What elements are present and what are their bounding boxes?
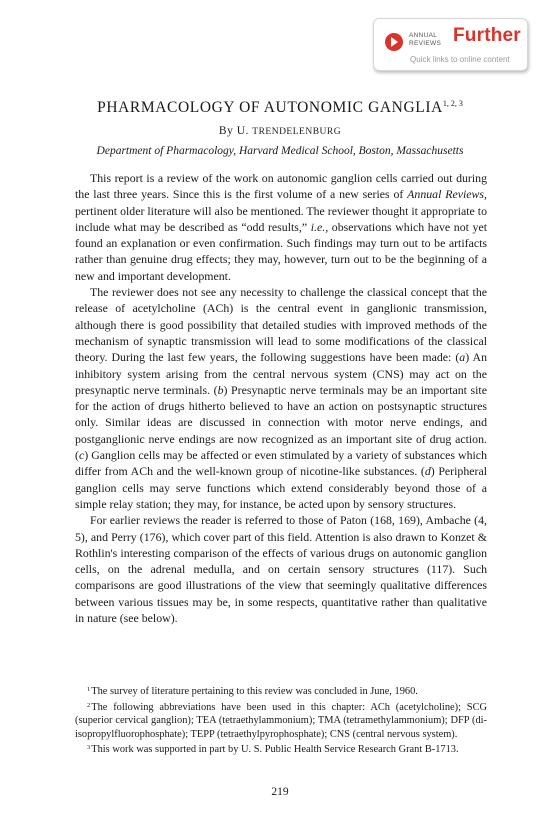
footnote-1-text: The survey of literature pertaining to this review was concluded in June, 1960. [91, 686, 418, 697]
p2-text-g: ) Ganglion cells may be affected or even stimulated by a variety of substances which differ from ACh and the well-known group of nicotine-like substances. ( [75, 448, 487, 479]
footnote-3-mark: 3 [87, 744, 91, 752]
further-subtitle: Quick links to online content [410, 55, 510, 64]
p2-text-c: ) An inhibitory system arising from the central nervous system (CNS) may act on the presynaptic nerve terminals. ( [75, 350, 487, 397]
page-number: 219 [271, 786, 289, 798]
further-links-badge[interactable] [373, 18, 528, 71]
author-surname: TRENDELENBURG [252, 127, 342, 137]
p2-item-c: c [78, 448, 85, 463]
p2-item-b: b [217, 382, 224, 397]
author-initial: U. [236, 125, 249, 137]
author-line [0, 125, 560, 137]
paragraph-1 [75, 170, 487, 284]
p1-text-e: observations which have not yet found an explanation or even confirmation. Such findings may turn out to be artifacts rather than genuine drug effects; they may, however, turn out to be the beginning of a new and important development. [75, 219, 487, 283]
p2-text-a: The reviewer does not see any necessity to challenge the classical concept that the release of acetylcholine (ACh) is the central event in ganglionic transmission, although there is good possibility that detailed studies with improved methods of the mechanism of synaptic transmission will lead to some modifications of the classical theory. During the last few years, the following suggestions have been made: ( [75, 285, 487, 365]
p2-text-e: ) Presynaptic nerve terminals may be an important site for the action of drugs hitherto believed to have an action on postsynaptic structures only. Similar ideas are discussed in connection with motor nerve endings, and postganglionic nerve endings are now recognized as an important site of drug action. ( [75, 382, 487, 463]
p1-ie: i.e., [310, 219, 329, 234]
footnotes [75, 683, 487, 757]
brand-line-1: ANNUAL [409, 32, 438, 39]
footnote-2-mark: 2 [87, 701, 91, 709]
further-title: Further [453, 25, 521, 46]
footnote-1-mark: 1 [87, 686, 91, 693]
article-title [0, 99, 560, 117]
p2-item-a: a [459, 350, 466, 365]
title-footnote-marks: 1, 2, 3 [442, 99, 463, 108]
p1-text-a: This report is a review of the work on autonomic ganglion cells carried out during the last three years. Since this is the first volume of a new series of [75, 171, 487, 202]
annual-reviews-brand [409, 32, 441, 47]
annual-reviews-logo-icon [385, 33, 403, 51]
paragraph-3: For earlier reviews the reader is referred to those of Paton (168, 169), Ambache (4, 5), and Perry (176), which cover part of this field. Attention is also drawn to Konzet & Rothlin's interesting comparison of the effects of various drugs on autonomic ganglion cells, on the adrenal medulla, and on certain sensory structures (117). Such comparisons are good illustrations of the view that seemingly qualitative differences between various tissues may be, in some respects, quantitative rather than qualitative in nature (see below). [75, 513, 487, 626]
p2-text-i: ) Peripheral ganglion cells may serve functions which extend considerably beyond those of a simple relay station; they may, for instance, be acted upon by sensory structures. [75, 464, 488, 511]
author-prefix: By [218, 125, 234, 137]
article-title-text: PHARMACOLOGY OF AUTONOMIC GANGLIA [97, 99, 443, 116]
footnote-2 [75, 699, 487, 742]
footnote-2-text: The following abbreviations have been used in this chapter: ACh (acetylcholine); SCG (superior cervical ganglion); TEA (tetraethylammonium); TMA (tetramethylammonium); DFP (di-isopropylfluorophosphate); TEPP (tetraethylpyrophosphate); CNS (central nervous system). [75, 701, 487, 740]
author-affiliation: Department of Pharmacology, Harvard Medical School, Boston, Massachusetts [96, 145, 464, 157]
article-body [75, 170, 487, 626]
p1-journal-name: Annual Reviews, [407, 187, 487, 202]
paragraph-2 [75, 284, 487, 512]
p1-text-c: pertinent older literature will also be mentioned. The reviewer thought it appropriate to include what may be described as “odd results,” [75, 203, 487, 234]
footnote-3-text: This work was supported in part by U. S. Public Health Service Research Grant B-1713. [91, 744, 459, 756]
footnote-3 [75, 741, 487, 757]
footnote-1 [75, 683, 487, 699]
brand-line-2: REVIEWS [409, 39, 442, 47]
p2-item-d: d [424, 464, 431, 479]
